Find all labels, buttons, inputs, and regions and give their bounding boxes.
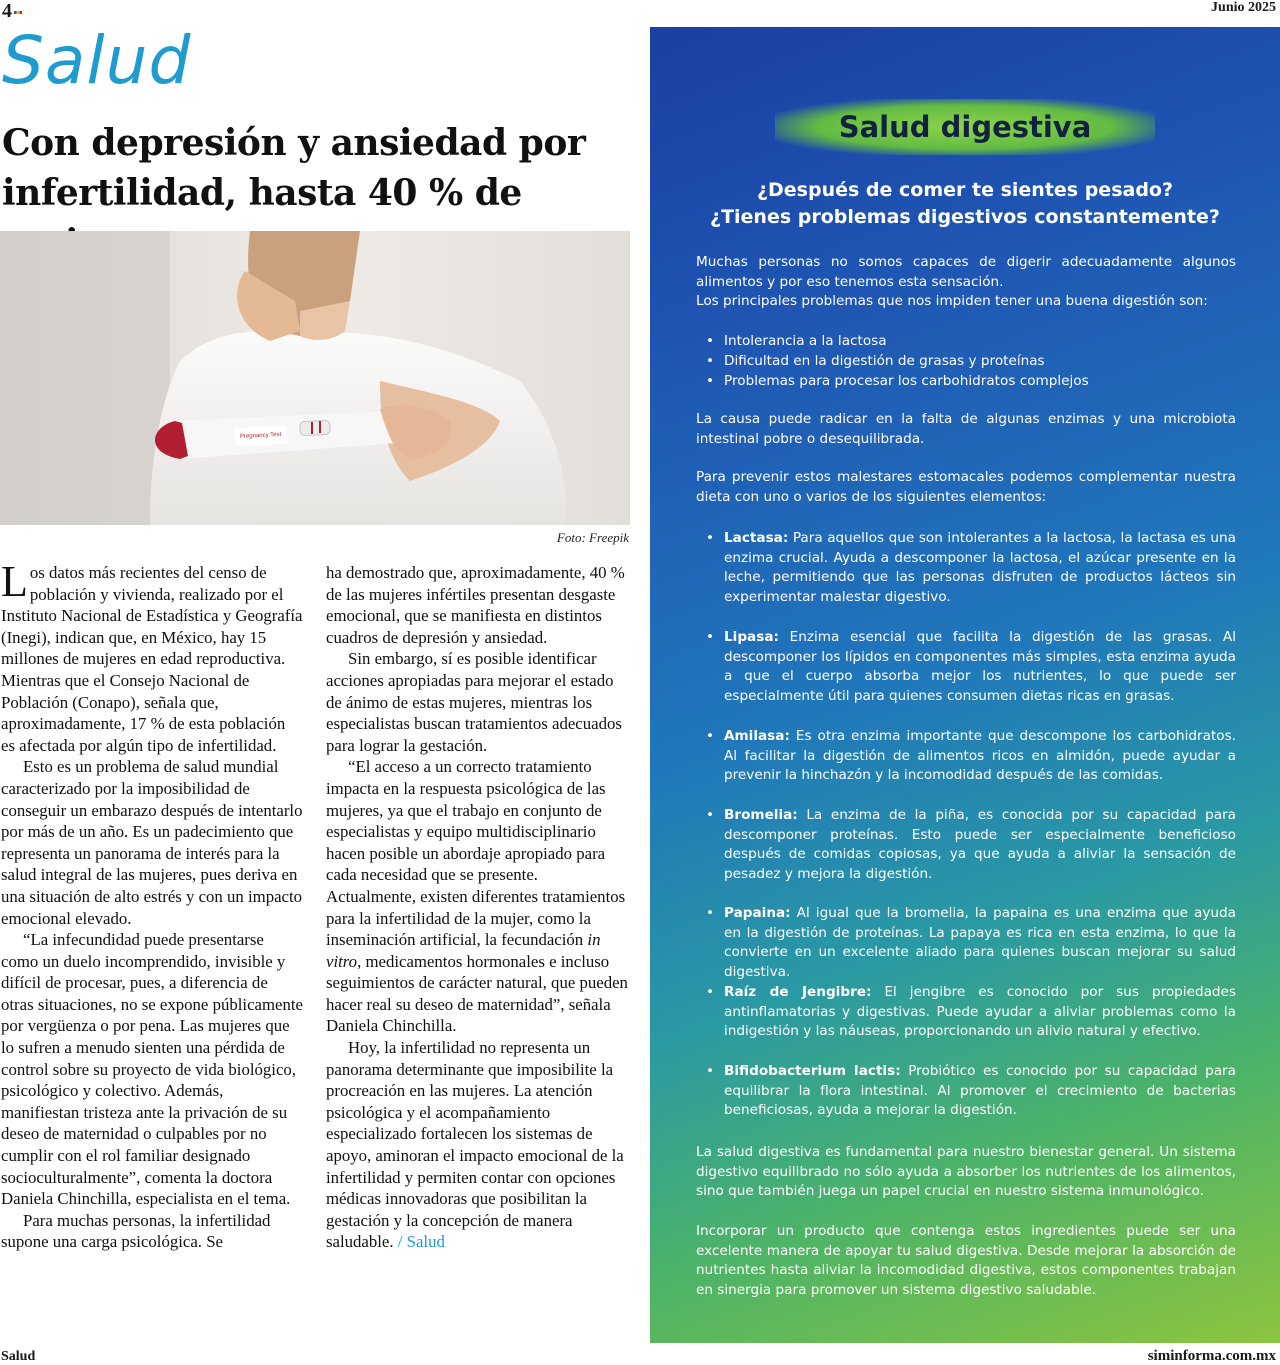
quote-italic: in vitro [326, 930, 601, 971]
ad-element-text: Probiótico es conocido por su capacidad para equilibrar la flora intestinal. Al promover el crecimiento de bacterias beneficiosas, ayuda a mejorar la digestión. [724, 1063, 1236, 1118]
paragraph: Esto es un problema de salud mundial caracterizado por la imposibilidad de conseguir un embarazo después de intentarlo por más de un año. Es un padecimiento que representa un panorama de interés para la salud integral de las mujeres, pues deriva en una situación de alto estrés y con un impacto emocional elevado. [1, 757, 303, 928]
ad-title: Salud digestiva [838, 110, 1092, 144]
ad-element-item [706, 904, 1236, 982]
issue-date: Junio 2025 [1211, 0, 1276, 15]
ad-element-item [706, 1062, 1236, 1121]
article-column-right [326, 562, 630, 1253]
quote-text-end: , medicamentos hormonales e incluso seguimientos de carácter natural, que pueden hacer real su deseo de maternidad”, señala Daniela Chinchilla. [326, 951, 628, 1036]
paragraph: “La infecundidad puede presentarse como un duelo incomprendido, invisible y difícil de procesar, pues, a diferencia de otras situaciones, no se expone públicamente por vergüenza o por pena. Las mujeres que lo sufren a menudo sienten una pérdida de control sobre su proyecto de vida biológico, psicológico y colectivo. Además, manifiestan tristeza ante la privación de su deseo de maternidad o culpables por no cumplir con el rol familiar designado socioculturalmente”, comenta la doctora Daniela Chinchilla, especialista en el tema. [1, 930, 303, 1209]
ad-intro [696, 253, 1236, 312]
quote-text: “El acceso a un correcto tratamiento impacta en la respuesta psicológica de las mujeres, ya que el trabajo en conjunto de especialistas y equipo multidisciplinario hacen posible un abordaje apropiado para cada necesidad que se presente. Actualmente, existen diferentes tratamientos para la infertilidad de la mujer, como la inseminación artificial, la fecundación [326, 757, 626, 950]
ad-element-name: Amilasa: [724, 728, 790, 744]
ad-element-name: Papaina: [724, 905, 791, 921]
ad-element-text: Es otra enzima importante que descompone los carbohidratos. Al facilitar la digestión de alimentos ricos en almidón, puede ayudar a prevenir la hinchazón y la incomodidad después de las comidas. [724, 728, 1236, 783]
ad-element-item [706, 806, 1236, 884]
article-photo [0, 231, 630, 525]
ad-intro-text: Muchas personas no somos capaces de digerir adecuadamente algunos alimentos y por eso tenemos esta sensación. [696, 254, 1236, 290]
ad-intro-text-2: Los principales problemas que nos impiden tener una buena digestión son: [696, 293, 1208, 309]
ad-cause: La causa puede radicar en la falta de algunas enzimas y una microbiota intestinal pobre o desequilibrada. [696, 411, 1236, 447]
ad-element-item [706, 529, 1236, 607]
ad-problem-item: • Problemas para procesar los carbohidratos complejos [706, 371, 1236, 391]
paragraph-text: os datos más recientes del censo de población y vivienda, realizado por el Instituto Nacional de Estadística y Geografía (Inegi), indican que, en México, hay 15 millones de mujeres en edad reproductiva. Mientras que el Consejo Nacional de Población (Conapo), señala que, aproximadamente, 17 % de esta población es afectada por algún tipo de infertilidad. [1, 563, 303, 755]
ad-element-item [706, 983, 1236, 1042]
paragraph [326, 1037, 630, 1253]
ad-element-name: Lipasa: [724, 629, 779, 645]
paragraph-text: Hoy, la infertilidad no representa un panorama determinante que imposibilite la procreación en las mujeres. La atención psicológica y el acompañamiento especializado fortalecen los sistemas de apoyo, aminoran el impacto emocional de la infertilidad y permiten contar con opciones médicas innovadoras que posibilitan la gestación y la concepción de manera saludable. [326, 1038, 624, 1252]
section-title: Salud [2, 22, 192, 99]
footer-section: Salud [1, 1349, 36, 1364]
photo-credit: Foto: Freepik [556, 530, 629, 545]
ad-element-text: La enzima de la piña, es conocida por su capacidad para descomponer proteínas. Esto puede ser especialmente beneficioso después de comidas copiosas, ya que ayuda a aliviar la sensación de pesadez y mejora la digestión. [724, 807, 1236, 882]
ad-element-name: Bromelia: [724, 807, 798, 823]
article-column-left [1, 557, 303, 1253]
ad-prevention: Para prevenir estos malestares estomacales podemos complementar nuestra dieta con uno o varios de los siguientes elementos: [696, 469, 1236, 505]
article-headline: Con depresión y ansiedad por infertilidad, hasta 40 % de [2, 122, 586, 214]
ad-question-2: ¿Tienes problemas digestivos constantemente? [710, 206, 1220, 228]
paragraph: Para muchas personas, la infertilidad supone una carga psicológica. Se [1, 1210, 271, 1252]
ad-element-item [706, 628, 1236, 706]
page-number [2, 0, 22, 23]
ad-element-text: Al igual que la bromelia, la papaina es una enzima que ayuda en la digestión de proteínas. La papaya es rica en esta enzima, lo que la convierte en un excelente aliado para quienes buscan mejorar su salud digestiva. [724, 905, 1236, 980]
paragraph: Sin embargo, sí es posible identificar acciones apropiadas para mejorar el estado de ánimo de estas mujeres, mientras los especialistas buscan tratamientos adecuados para lograr la gestación. [326, 649, 622, 755]
ad-closing-1: La salud digestiva es fundamental para nuestro bienestar general. Un sistema digestivo equilibrado no sólo ayuda a absorber los nutrientes de los alimentos, sino que también juega un papel crucial en nuestro sistema inmunológico. [696, 1144, 1236, 1199]
ad-element-text: Enzima esencial que facilita la digestión de las grasas. Al descomponer los lípidos en componentes más simples, esta enzima ayuda a que el cuerpo absorba mejor los nutrientes, lo que puede ser especialmente útil para quienes consumen dietas ricas en grasas. [724, 629, 1236, 704]
ad-problem-list [706, 331, 1236, 391]
dropcap: L [1, 557, 28, 606]
paragraph: ha demostrado que, aproximadamente, 40 % de las mujeres infértiles presentan desgaste emocional, que se manifiesta en distintos cuadros de depresión y ansiedad. [326, 563, 625, 647]
advertisement [650, 27, 1280, 1343]
ad-element-item [706, 727, 1236, 786]
ad-element-name: Bifidobacterium lactis: [724, 1063, 901, 1079]
quote-paragraph [326, 756, 630, 1037]
test-brand-label: Pregnancy Test [239, 431, 282, 441]
paragraph [1, 557, 303, 756]
flag-mark-icon [14, 11, 22, 14]
ad-closing-2: Incorporar un producto que contenga estos ingredientes puede ser una excelente manera de apoyar tu salud digestiva. Desde mejorar la absorción de nutrientes hasta aliviar la incomodidad digestiva, estos componentes trabajan en sinergia para promover un sistema digestivo saludable. [696, 1223, 1236, 1298]
ad-problem-item: • Intolerancia a la lactosa [706, 331, 1236, 351]
footer-website: siminforma.com.mx [1147, 1348, 1276, 1364]
ad-element-text: Para aquellos que son intolerantes a la lactosa, la lactasa es una enzima crucial. Ayuda a descomponer la lactosa, el azúcar presente en la leche, permitiendo que las personas disfruten de productos lácteos sin experimentar malestar digestivo. [724, 530, 1236, 605]
ad-banner [775, 99, 1155, 155]
ad-element-name: Lactasa: [724, 530, 789, 546]
ad-element-text: El jengibre es conocido por sus propiedades antinflamatorias y digestivas. Puede ayudar a aliviar problemas como la indigestión y las náuseas, proporcionando un alivio natural y efectivo. [724, 984, 1236, 1039]
article-signature: / Salud [393, 1232, 445, 1252]
page-number-value: 4 [2, 0, 12, 22]
ad-problem-item: • Dificultad en la digestión de grasas y proteínas [706, 351, 1236, 371]
ad-element-name: Raíz de Jengibre: [724, 984, 872, 1000]
ad-question-1: ¿Después de comer te sientes pesado? [756, 179, 1173, 201]
